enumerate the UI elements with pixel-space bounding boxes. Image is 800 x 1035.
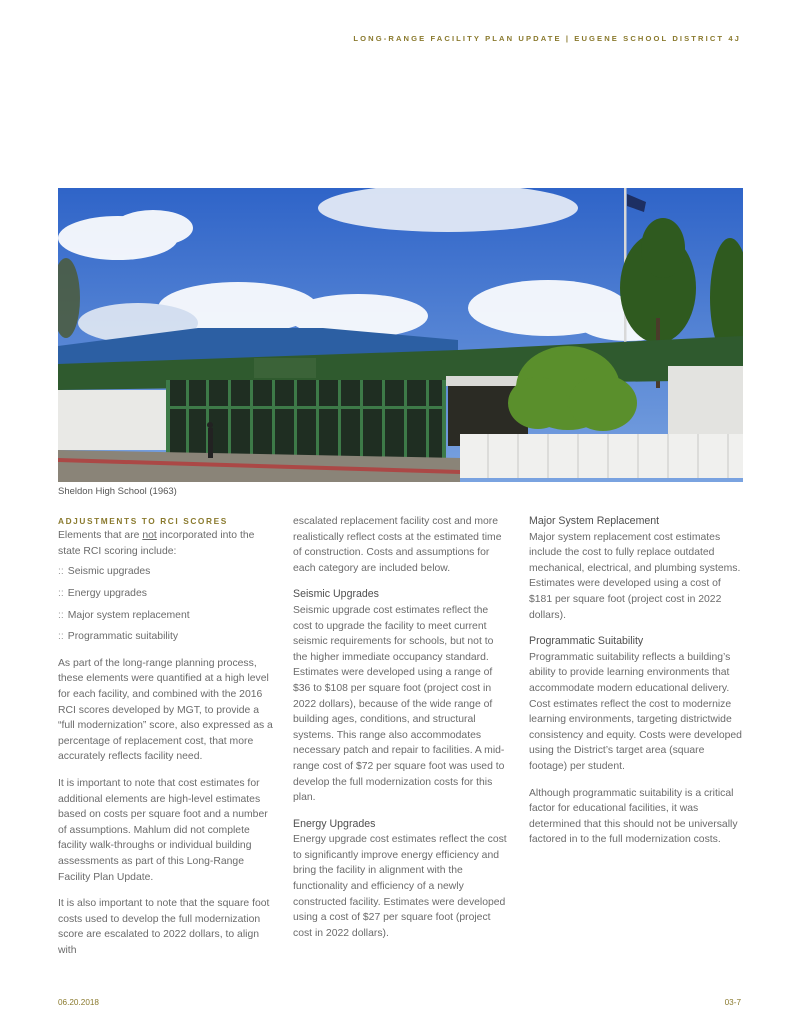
- wall-right: [668, 366, 743, 436]
- list-item: :: Energy upgrades: [58, 587, 147, 599]
- running-header: LONG-RANGE FACILITY PLAN UPDATE | EUGENE SCHOOL DISTRICT 4J: [353, 34, 741, 43]
- paragraph-closing: Although programmatic suitability is a critical factor for educational facilities, it was determined that this should not be universally factored in to the full modernization costs.: [529, 787, 738, 846]
- paragraph-continued: escalated replacement facility cost and more realistically reflect costs at the estimated time of construction. Costs and assumptions for each category are included below.: [293, 516, 502, 574]
- emphasis-not: not: [142, 530, 157, 541]
- section-heading: ADJUSTMENTS TO RCI SCORES: [58, 516, 228, 526]
- person: [208, 428, 213, 458]
- canopy: [446, 376, 526, 386]
- paragraph-cost-estimates: It is important to note that cost estimates for additional elements are high-level estimates based on costs per square foot and a number of assumptions. Mahlum did not complete facility walk-throughs or individual building assessments as part of this Long-Range Facility Plan Update.: [58, 778, 268, 883]
- paragraph-seismic: Seismic upgrade cost estimates reflect the cost to upgrade the facility to meet current seismic requirements for schools, but not to the higher immediate occupancy standard. Estimates were developed using a range of $36 to $108 per square foot (project cost in 2022 dollars), because of the wide range of building ages, conditions, and structural systems. This range also accommodates necessary patch and repair to facilities. A mid-range cost of $72 per square foot was used to develop the full modernization costs for this plan.: [293, 604, 505, 804]
- bullet-list: [58, 564, 273, 645]
- paragraph-square-foot: It is also important to note that the square foot costs used to develop the full modernization score are escalated to 2022 dollars, to align with: [58, 898, 270, 956]
- column-right: [529, 514, 743, 859]
- list-item: :: Major system replacement: [58, 609, 190, 621]
- subheading-energy: Energy Upgrades: [293, 817, 376, 830]
- building-sign: [254, 358, 316, 378]
- bullet-marker: ::: [58, 609, 64, 621]
- footer-date: 06.20.2018: [58, 998, 99, 1007]
- intro-text: Elements that are not incorporated into the state RCI scoring include:: [58, 530, 255, 557]
- paragraph-energy: Energy upgrade cost estimates reflect the cost to significantly improve energy efficiency and bring the facility in alignment with the functionality and efficiency of a newly constructed facility. Estimates were developed using a cost of $27 per square foot (project cost in 2022 dollars).: [293, 834, 507, 939]
- paragraph-major-system: Major system replacement cost estimates include the cost to fully replace outdated mechanical, electrical, and plumbing systems. Estimates were developed using a cost of $181 per square foot (project cost in 2022 dollars).: [529, 531, 741, 621]
- wall-left: [58, 390, 166, 450]
- page-number: 03-7: [724, 998, 741, 1007]
- column-left: [58, 514, 273, 970]
- list-item: :: Programmatic suitability: [58, 631, 179, 643]
- bullet-marker: ::: [58, 566, 64, 578]
- fence-wall: [460, 434, 743, 478]
- photo-caption: Sheldon High School (1963): [58, 486, 177, 497]
- subheading-programmatic: Programmatic Suitability: [529, 635, 644, 648]
- column-middle: [293, 514, 507, 952]
- paragraph-planning: As part of the long-range planning process, these elements were quantified at a high level for each facility, and combined with the 2016 RCI scores developed by MGT, to provide a “full modernization” score, also expressed as a percentage of replacement cost, that more accurately reflects facility need.: [58, 657, 273, 763]
- paragraph-programmatic: Programmatic suitability reflects a building’s ability to provide learning environments that accommodate modern educational delivery. Cost estimates reflect the cost to modernize learning environments, targeting districtwide consistency and equity. Costs were developed using the District’s target area (square footage) per student.: [529, 651, 742, 772]
- building-photo: [58, 188, 743, 482]
- bullet-marker: ::: [58, 587, 64, 599]
- subheading-seismic: Seismic Upgrades: [293, 588, 379, 601]
- bullet-marker: ::: [58, 631, 64, 643]
- subheading-major-system: Major System Replacement: [529, 515, 660, 527]
- list-item: :: Seismic upgrades: [58, 566, 151, 578]
